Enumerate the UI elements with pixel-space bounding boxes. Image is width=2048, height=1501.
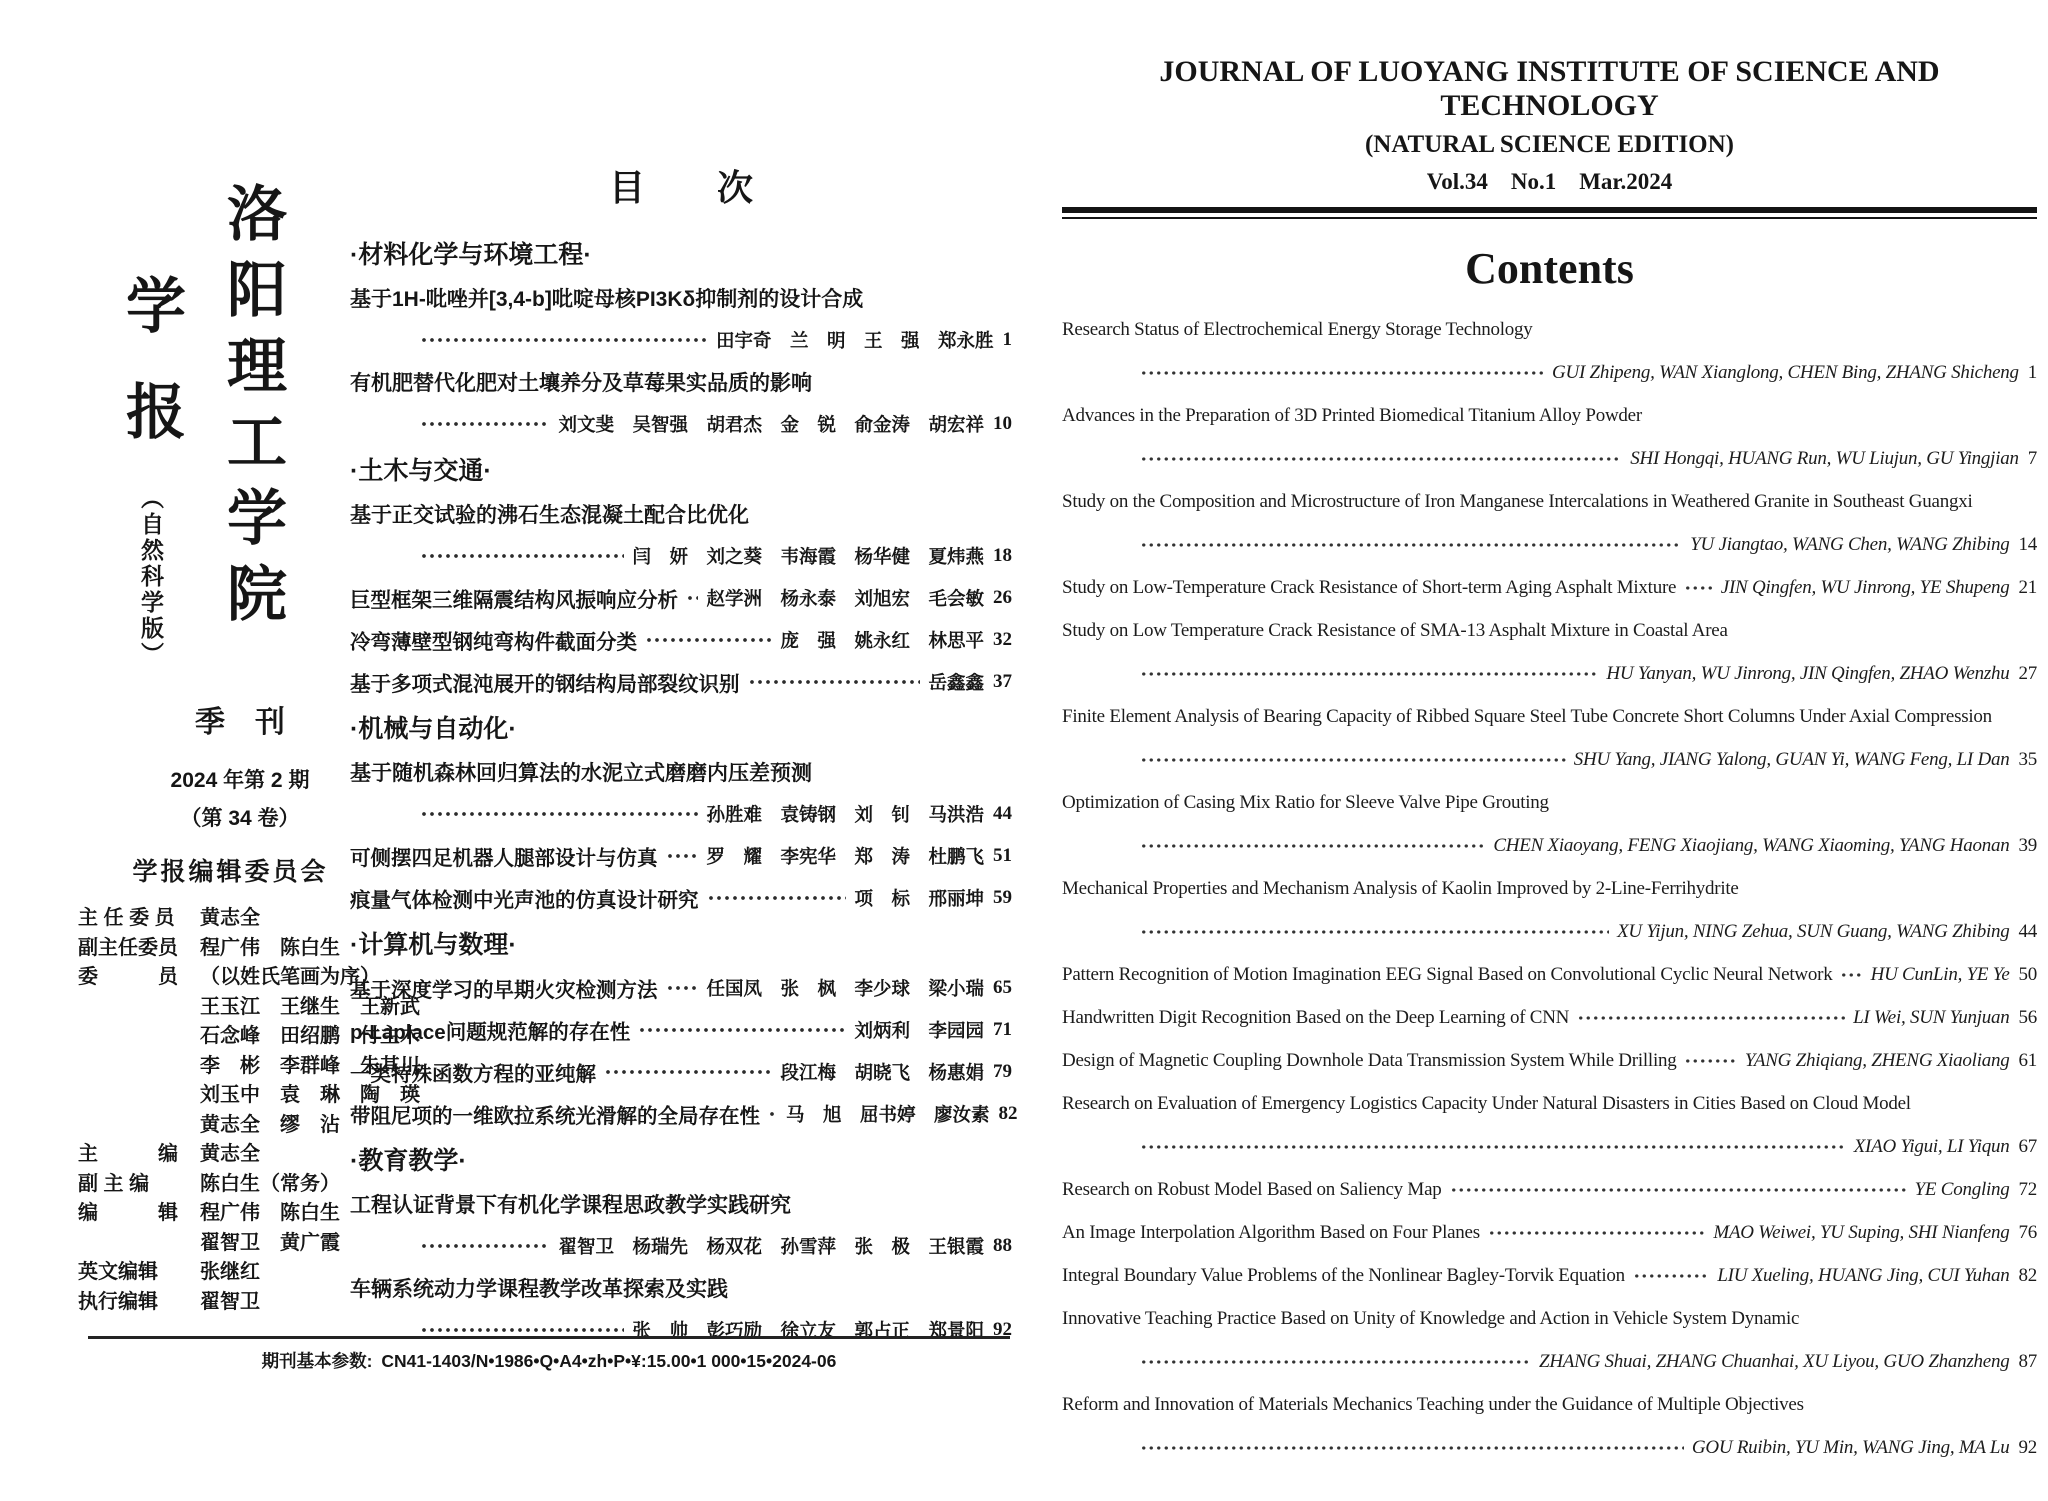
board-members: 黄志全 bbox=[200, 907, 260, 929]
journal-subtitle-vertical: 学报 bbox=[118, 274, 185, 486]
board-role-label bbox=[78, 1229, 200, 1259]
board-row bbox=[78, 1288, 383, 1318]
contents-entry-authors: YU Jiangtao, WANG Chen, WANG Zhibing bbox=[1690, 533, 2010, 555]
toc-item-authors: 项 标 邢丽坤 bbox=[854, 890, 984, 910]
dot-leader bbox=[645, 629, 772, 651]
contents-entry-authors-line bbox=[1062, 824, 2037, 867]
contents-entry-authors: HU Yanyan, WU Jinrong, JIN Qingfen, ZHAO Wenzhu bbox=[1606, 662, 2010, 684]
toc-item-page: 32 bbox=[993, 629, 1012, 650]
contents-entry-title: Design of Magnetic Coupling Downhole Data Transmission System While Drilling bbox=[1062, 1049, 1677, 1071]
board-row bbox=[78, 1258, 383, 1288]
left-page bbox=[60, 0, 1018, 1501]
toc-item-line bbox=[350, 577, 1012, 619]
dot-leader bbox=[604, 1061, 772, 1083]
dot-leader bbox=[420, 1235, 550, 1257]
board-members: 黄志全 缪 沾 bbox=[200, 1113, 340, 1136]
contents-entry-authors: LIU Xueling, HUANG Jing, CUI Yuhan bbox=[1717, 1264, 2010, 1286]
dot-leader bbox=[1684, 578, 1713, 598]
board-members: 翟智卫 黄广霞 bbox=[200, 1231, 340, 1254]
contents-entry-page: 72 bbox=[2018, 1178, 2037, 1200]
dot-leader bbox=[666, 845, 699, 867]
toc-item-authors-line bbox=[350, 535, 1012, 577]
contents-entry-authors-line bbox=[1062, 1340, 2037, 1383]
toc-item-authors-line bbox=[350, 793, 1012, 835]
contents-entry-line bbox=[1062, 996, 2037, 1039]
contents-entry-title: Study on the Composition and Microstructure of Iron Manganese Intercalations in Weathered Granite in Southeast Guangxi bbox=[1062, 490, 1973, 512]
toc-item-authors-line bbox=[350, 403, 1012, 445]
dot-leader bbox=[420, 803, 698, 825]
dot-leader bbox=[1140, 1438, 1684, 1458]
toc-item-page: 1 bbox=[1002, 329, 1012, 350]
toc-item-page: 44 bbox=[993, 803, 1012, 824]
dot-leader bbox=[686, 587, 698, 609]
board-row bbox=[78, 904, 383, 934]
contents-entry-title-line bbox=[1062, 781, 2037, 824]
dot-leader bbox=[707, 887, 847, 909]
contents-entry-page: 27 bbox=[2018, 662, 2037, 684]
contents-entry-line bbox=[1062, 1254, 2037, 1297]
toc-item-authors-line bbox=[350, 1225, 1012, 1267]
toc-section-heading: ·材料化学与环境工程· bbox=[350, 241, 592, 269]
toc-item-title: 基于正交试验的沸石生态混凝土配合比优化 bbox=[350, 504, 749, 527]
dot-leader bbox=[748, 671, 921, 693]
contents-entry-authors-line bbox=[1062, 652, 2037, 695]
contents-entry-line bbox=[1062, 953, 2037, 996]
contents-entry-page: 39 bbox=[2018, 834, 2037, 856]
contents-entry-title: Handwritten Digit Recognition Based on the Deep Learning of CNN bbox=[1062, 1006, 1570, 1028]
dot-leader bbox=[768, 1103, 778, 1125]
contents-entry-authors: SHU Yang, JIANG Yalong, GUAN Yi, WANG Feng, LI Dan bbox=[1573, 748, 2010, 770]
contents-entry-authors: JIN Qingfen, WU Jinrong, YE Shupeng bbox=[1720, 576, 2010, 598]
toc-item-authors: 闫 妍 刘之葵 韦海霞 杨华健 夏炜燕 bbox=[632, 548, 984, 568]
toc-item-title: 有机肥替代化肥对土壤养分及草莓果实品质的影响 bbox=[350, 372, 812, 395]
toc-title: 目 次 bbox=[608, 167, 753, 208]
toc-item-page: 10 bbox=[993, 413, 1012, 434]
toc-item-authors-line bbox=[350, 319, 1012, 361]
toc-item-line bbox=[350, 967, 1012, 1009]
toc-item-line bbox=[350, 1051, 1012, 1093]
contents-entry-title: Innovative Teaching Practice Based on Unity of Knowledge and Action in Vehicle System Dynamic bbox=[1062, 1307, 1800, 1329]
toc-item-line bbox=[350, 877, 1012, 919]
board-row bbox=[78, 1170, 383, 1200]
toc-section-heading: ·教育教学· bbox=[350, 1147, 467, 1175]
contents-entry-page: 92 bbox=[2018, 1436, 2037, 1458]
dot-leader bbox=[1577, 1008, 1845, 1028]
contents-entry-title: Finite Element Analysis of Bearing Capacity of Ribbed Square Steel Tube Concrete Short Columns Under Axial Compression bbox=[1062, 705, 1992, 727]
dot-leader bbox=[1840, 965, 1862, 985]
dot-leader bbox=[1140, 1137, 1846, 1157]
dot-leader bbox=[638, 1019, 846, 1041]
journal-subtitle-column bbox=[118, 182, 184, 682]
contents-entry-title-line bbox=[1062, 867, 2037, 910]
contents-entry-page: 61 bbox=[2018, 1049, 2037, 1071]
right-page bbox=[1062, 55, 2037, 1469]
toc-item-page: 18 bbox=[993, 545, 1012, 566]
toc-section-heading: ·计算机与数理· bbox=[350, 931, 517, 959]
contents-entry-authors: XIAO Yigui, LI Yiqun bbox=[1853, 1135, 2010, 1157]
contents-entry-authors: XU Yijun, NING Zehua, SUN Guang, WANG Zhibing bbox=[1617, 920, 2010, 942]
board-role-label: 主 任 委 员 bbox=[78, 907, 175, 929]
contents-entry-title: Study on Low Temperature Crack Resistance of SMA-13 Asphalt Mixture in Coastal Area bbox=[1062, 619, 1728, 641]
contents-entry-line bbox=[1062, 1039, 2037, 1082]
board-members: （以姓氏笔画为序） bbox=[200, 966, 380, 988]
toc-items bbox=[350, 229, 1018, 1351]
contents-entry-authors: CHEN Xiaoyang, FENG Xiaojiang, WANG Xiaoming, YANG Haonan bbox=[1493, 834, 2010, 856]
contents-entry-line bbox=[1062, 566, 2037, 609]
contents-entry-title-line bbox=[1062, 1082, 2037, 1125]
board-row bbox=[78, 934, 383, 964]
board-row bbox=[78, 1052, 420, 1082]
contents-entries bbox=[1062, 308, 2037, 1469]
board-members: 石念峰 田绍鹏 付主木 bbox=[200, 1025, 420, 1047]
board-row bbox=[78, 1229, 383, 1259]
contents-entry-authors-line bbox=[1062, 1125, 2037, 1168]
dot-leader bbox=[420, 329, 708, 351]
dot-leader bbox=[1684, 1051, 1736, 1071]
contents-entry-authors-line bbox=[1062, 910, 2037, 953]
toc-item-page: 65 bbox=[993, 977, 1012, 998]
board-members: 程广伟 陈白生 bbox=[200, 936, 340, 959]
dot-leader bbox=[666, 977, 699, 999]
contents-entry-page: 50 bbox=[2018, 963, 2037, 985]
toc-item-authors: 翟智卫 杨瑞先 杨双花 孙雪萍 张 极 王银霞 bbox=[558, 1238, 984, 1258]
contents-entry-page: 21 bbox=[2018, 576, 2037, 598]
toc-column bbox=[350, 160, 1018, 1351]
toc-item-page: 82 bbox=[998, 1103, 1018, 1124]
dot-leader bbox=[1140, 1352, 1531, 1372]
footer-label: 期刊基本参数: bbox=[261, 1351, 373, 1371]
contents-entry-authors: LI Wei, SUN Yunjuan bbox=[1853, 1006, 2010, 1028]
toc-item-title: p-Laplace问题规范解的存在性 bbox=[350, 1021, 631, 1044]
contents-entry-title: Pattern Recognition of Motion Imagination EEG Signal Based on Convolutional Cyclic Neural Network bbox=[1062, 963, 1833, 985]
toc-item-page: 59 bbox=[993, 887, 1012, 908]
footer-spacer bbox=[372, 1351, 381, 1371]
contents-entry-title-line bbox=[1062, 1383, 2037, 1426]
contents-entry-page: 76 bbox=[2018, 1221, 2037, 1243]
dot-leader bbox=[1140, 922, 1609, 942]
toc-item-page: 71 bbox=[993, 1019, 1012, 1040]
contents-entry-title-line bbox=[1062, 394, 2037, 437]
toc-section-heading: ·土木与交通· bbox=[350, 457, 492, 485]
journal-edition-vertical: （自然科学版） bbox=[138, 486, 164, 668]
contents-entry-authors: MAO Weiwei, YU Suping, SHI Nianfeng bbox=[1713, 1221, 2010, 1243]
contents-entry-line bbox=[1062, 1168, 2037, 1211]
dot-leader bbox=[1140, 836, 1485, 856]
dot-leader bbox=[1140, 664, 1598, 684]
toc-item-title: 带阻尼项的一维欧拉系统光滑解的全局存在性 bbox=[350, 1105, 760, 1128]
toc-item-page: 51 bbox=[993, 845, 1012, 866]
contents-entry-authors: YANG Zhiqiang, ZHENG Xiaoliang bbox=[1744, 1049, 2010, 1071]
journal-parameters-footer bbox=[88, 1336, 1010, 1373]
board-members: 翟智卫 bbox=[200, 1290, 260, 1313]
dot-leader bbox=[1633, 1266, 1709, 1286]
toc-item-page: 37 bbox=[993, 671, 1012, 692]
toc-item-line bbox=[350, 1009, 1012, 1051]
dot-leader bbox=[1140, 449, 1622, 469]
toc-item-authors: 张 帅 彭巧励 徐立友 郭占正 郑景阳 bbox=[632, 1322, 984, 1342]
board-row bbox=[78, 993, 420, 1023]
toc-item-authors: 刘文斐 吴智强 胡君杰 金 锐 俞金涛 胡宏祥 bbox=[558, 416, 984, 436]
contents-entry-authors: SHI Hongqi, HUANG Run, WU Liujun, GU Yingjian bbox=[1630, 447, 2019, 469]
contents-entry-page: 67 bbox=[2018, 1135, 2037, 1157]
editorial-board-title: 学报编辑委员会 bbox=[132, 858, 329, 886]
toc-item-title: 冷弯薄壁型钢纯弯构件截面分类 bbox=[350, 631, 637, 654]
contents-entry-title-line bbox=[1062, 480, 2037, 523]
footer-value: CN41-1403/N•1986•Q•A4•zh•P•¥:15.00•1 000•15•2024-06 bbox=[381, 1351, 837, 1371]
board-role-label: 执行编辑 bbox=[78, 1290, 158, 1313]
toc-item-authors: 任国凤 张 枫 李少球 梁小瑞 bbox=[706, 980, 984, 1000]
contents-entry-page: 87 bbox=[2018, 1350, 2037, 1372]
contents-entry-authors: ZHANG Shuai, ZHANG Chuanhai, XU Liyou, GUO Zhanzheng bbox=[1539, 1350, 2010, 1372]
toc-item-title: 巨型框架三维隔震结构风振响应分析 bbox=[350, 589, 678, 612]
issue-line: 2024 年第 2 期 bbox=[170, 769, 310, 792]
board-members: 程广伟 陈白生 bbox=[200, 1202, 340, 1224]
board-role-label: 副 主 编 bbox=[78, 1172, 150, 1195]
toc-item-title: 基于随机森林回归算法的水泥立式磨磨内压差预测 bbox=[350, 762, 812, 785]
board-role-label bbox=[78, 993, 200, 1023]
board-row bbox=[78, 1022, 420, 1052]
dot-leader bbox=[1140, 535, 1682, 555]
dot-leader bbox=[420, 545, 624, 567]
contents-entry-authors-line bbox=[1062, 351, 2037, 394]
dot-leader bbox=[1450, 1180, 1907, 1200]
toc-item-title: 可侧摆四足机器人腿部设计与仿真 bbox=[350, 847, 658, 870]
board-row bbox=[78, 1199, 383, 1229]
toc-item-title: 工程认证背景下有机化学课程思政教学实践研究 bbox=[350, 1194, 791, 1217]
dot-leader bbox=[1140, 750, 1566, 770]
contents-entry-title-line bbox=[1062, 695, 2037, 738]
toc-item-page: 88 bbox=[993, 1235, 1012, 1256]
board-row bbox=[78, 1140, 383, 1170]
board-role-label bbox=[78, 1022, 200, 1052]
board-role-label bbox=[78, 1081, 200, 1111]
board-role-label bbox=[78, 1111, 200, 1141]
toc-item-authors: 孙胜难 袁铸钢 刘 钊 马洪浩 bbox=[706, 806, 984, 826]
toc-item-title: 痕量气体检测中光声池的仿真设计研究 bbox=[350, 889, 699, 912]
contents-entry-title: Research on Robust Model Based on Saliency Map bbox=[1062, 1178, 1442, 1200]
contents-entry-title: Research on Evaluation of Emergency Logistics Capacity Under Natural Disasters in Cities Based on Cloud Model bbox=[1062, 1092, 1911, 1114]
contents-entry-page: 7 bbox=[2027, 447, 2037, 469]
contents-entry-title: Research Status of Electrochemical Energy Storage Technology bbox=[1062, 318, 1533, 340]
toc-item-authors: 赵学洲 杨永泰 刘旭宏 毛会敏 bbox=[706, 590, 984, 610]
toc-item-authors: 段江梅 胡晓飞 杨惠娟 bbox=[780, 1064, 984, 1084]
contents-entry-page: 44 bbox=[2018, 920, 2037, 942]
contents-entry-title: Mechanical Properties and Mechanism Analysis of Kaolin Improved by 2-Line-Ferrihydrite bbox=[1062, 877, 1739, 899]
contents-entry-authors: YE Congling bbox=[1914, 1178, 2010, 1200]
publication-frequency: 季 刊 bbox=[195, 706, 285, 739]
dot-leader bbox=[1488, 1223, 1705, 1243]
toc-item-authors: 马 旭 屈书婷 廖汝素 bbox=[786, 1106, 990, 1126]
board-row bbox=[78, 1081, 420, 1111]
toc-item-line bbox=[350, 1093, 1018, 1135]
contents-entry-page: 35 bbox=[2018, 748, 2037, 770]
contents-entry-authors-line bbox=[1062, 1426, 2037, 1469]
toc-item-authors: 罗 耀 李宪华 郑 涛 杜鹏飞 bbox=[706, 848, 984, 868]
contents-entry-title-line bbox=[1062, 308, 2037, 351]
contents-entry-title: An Image Interpolation Algorithm Based on Four Planes bbox=[1062, 1221, 1480, 1243]
toc-item-authors: 刘炳利 李园园 bbox=[854, 1022, 984, 1042]
toc-item-title: 基于深度学习的早期火灾检测方法 bbox=[350, 979, 658, 1002]
board-role-label: 副主任委员 bbox=[78, 936, 178, 959]
journal-title-vertical: 洛阳理工学院 bbox=[219, 182, 286, 638]
toc-item-authors: 田宇奇 兰 明 王 强 郑永胜 bbox=[715, 332, 994, 352]
contents-entry-title: Optimization of Casing Mix Ratio for Sleeve Valve Pipe Grouting bbox=[1062, 791, 1549, 813]
toc-section-heading: ·机械与自动化· bbox=[350, 715, 517, 743]
toc-item-title: 车辆系统动力学课程教学改革探索及实践 bbox=[350, 1278, 728, 1301]
contents-entry-page: 82 bbox=[2018, 1264, 2037, 1286]
toc-item-line bbox=[350, 619, 1012, 661]
contents-entry-title-line bbox=[1062, 609, 2037, 652]
contents-entry-authors: GOU Ruibin, YU Min, WANG Jing, MA Lu bbox=[1691, 1436, 2010, 1458]
board-members: 黄志全 bbox=[200, 1143, 260, 1165]
board-role-label bbox=[78, 1052, 200, 1082]
board-role-label: 编 辑 bbox=[78, 1202, 178, 1224]
volume-issue-date-line: Vol.34 No.1 Mar.2024 bbox=[1426, 169, 1673, 194]
contents-entry-title: Reform and Innovation of Materials Mechanics Teaching under the Guidance of Multiple Objectives bbox=[1062, 1393, 1804, 1415]
contents-entry-page: 14 bbox=[2018, 533, 2037, 555]
toc-item-line bbox=[350, 835, 1012, 877]
volume-line: （第 34 卷） bbox=[180, 807, 300, 830]
contents-entry-page: 1 bbox=[2027, 361, 2037, 383]
contents-entry-authors-line bbox=[1062, 437, 2037, 480]
contents-entry-title-line bbox=[1062, 1297, 2037, 1340]
journal-edition-english: (NATURAL SCIENCE EDITION) bbox=[1364, 131, 1735, 158]
board-members: 刘玉中 袁 琳 陶 瑛 bbox=[200, 1084, 420, 1106]
board-role-label: 主 编 bbox=[78, 1143, 178, 1165]
contents-entry-line bbox=[1062, 1211, 2037, 1254]
contents-entry-authors: GUI Zhipeng, WAN Xianglong, CHEN Bing, ZHANG Shicheng bbox=[1552, 361, 2019, 383]
dot-leader bbox=[1140, 363, 1544, 383]
board-members: 李 彬 李群峰 朱其川 bbox=[200, 1054, 420, 1077]
board-row bbox=[78, 1111, 383, 1141]
toc-item-page: 92 bbox=[993, 1319, 1012, 1340]
contents-entry-authors-line bbox=[1062, 523, 2037, 566]
board-members: 陈白生（常务） bbox=[200, 1172, 340, 1195]
toc-item-line bbox=[350, 661, 1012, 703]
toc-item-title: 基于1H-吡唑并[3,4-b]吡啶母核PI3Kδ抑制剂的设计合成 bbox=[350, 288, 864, 311]
board-members: 张继红 bbox=[200, 1261, 260, 1283]
contents-entry-authors-line bbox=[1062, 738, 2037, 781]
board-members: 王玉江 王继生 王新武 bbox=[200, 995, 420, 1018]
contents-entry-page: 56 bbox=[2018, 1006, 2037, 1028]
contents-entry-title: Integral Boundary Value Problems of the Nonlinear Bagley-Torvik Equation bbox=[1062, 1264, 1625, 1286]
toc-item-page: 26 bbox=[993, 587, 1012, 608]
board-role-label: 委 员 bbox=[78, 966, 178, 988]
toc-item-authors: 岳鑫鑫 bbox=[928, 674, 984, 694]
toc-item-title: 基于多项式混沌展开的钢结构局部裂纹识别 bbox=[350, 673, 740, 696]
toc-item-page: 79 bbox=[993, 1061, 1012, 1082]
contents-entry-authors: HU CunLin, YE Ye bbox=[1870, 963, 2010, 985]
board-row bbox=[78, 963, 383, 993]
contents-entry-title: Advances in the Preparation of 3D Printed Biomedical Titanium Alloy Powder bbox=[1062, 404, 1642, 426]
toc-item-title: 一类特殊函数方程的亚纯解 bbox=[350, 1063, 596, 1086]
contents-title: Contents bbox=[1465, 244, 1634, 293]
journal-title-english: JOURNAL OF LUOYANG INSTITUTE OF SCIENCE AND TECHNOLOGY bbox=[1159, 55, 1940, 122]
board-role-label: 英文编辑 bbox=[78, 1261, 158, 1283]
contents-entry-title: Study on Low-Temperature Crack Resistance of Short-term Aging Asphalt Mixture bbox=[1062, 576, 1677, 598]
toc-item-authors: 庞 强 姚永红 林思平 bbox=[780, 632, 984, 652]
header-double-rule bbox=[1062, 207, 2037, 219]
masthead bbox=[118, 182, 287, 682]
dot-leader bbox=[420, 413, 550, 435]
